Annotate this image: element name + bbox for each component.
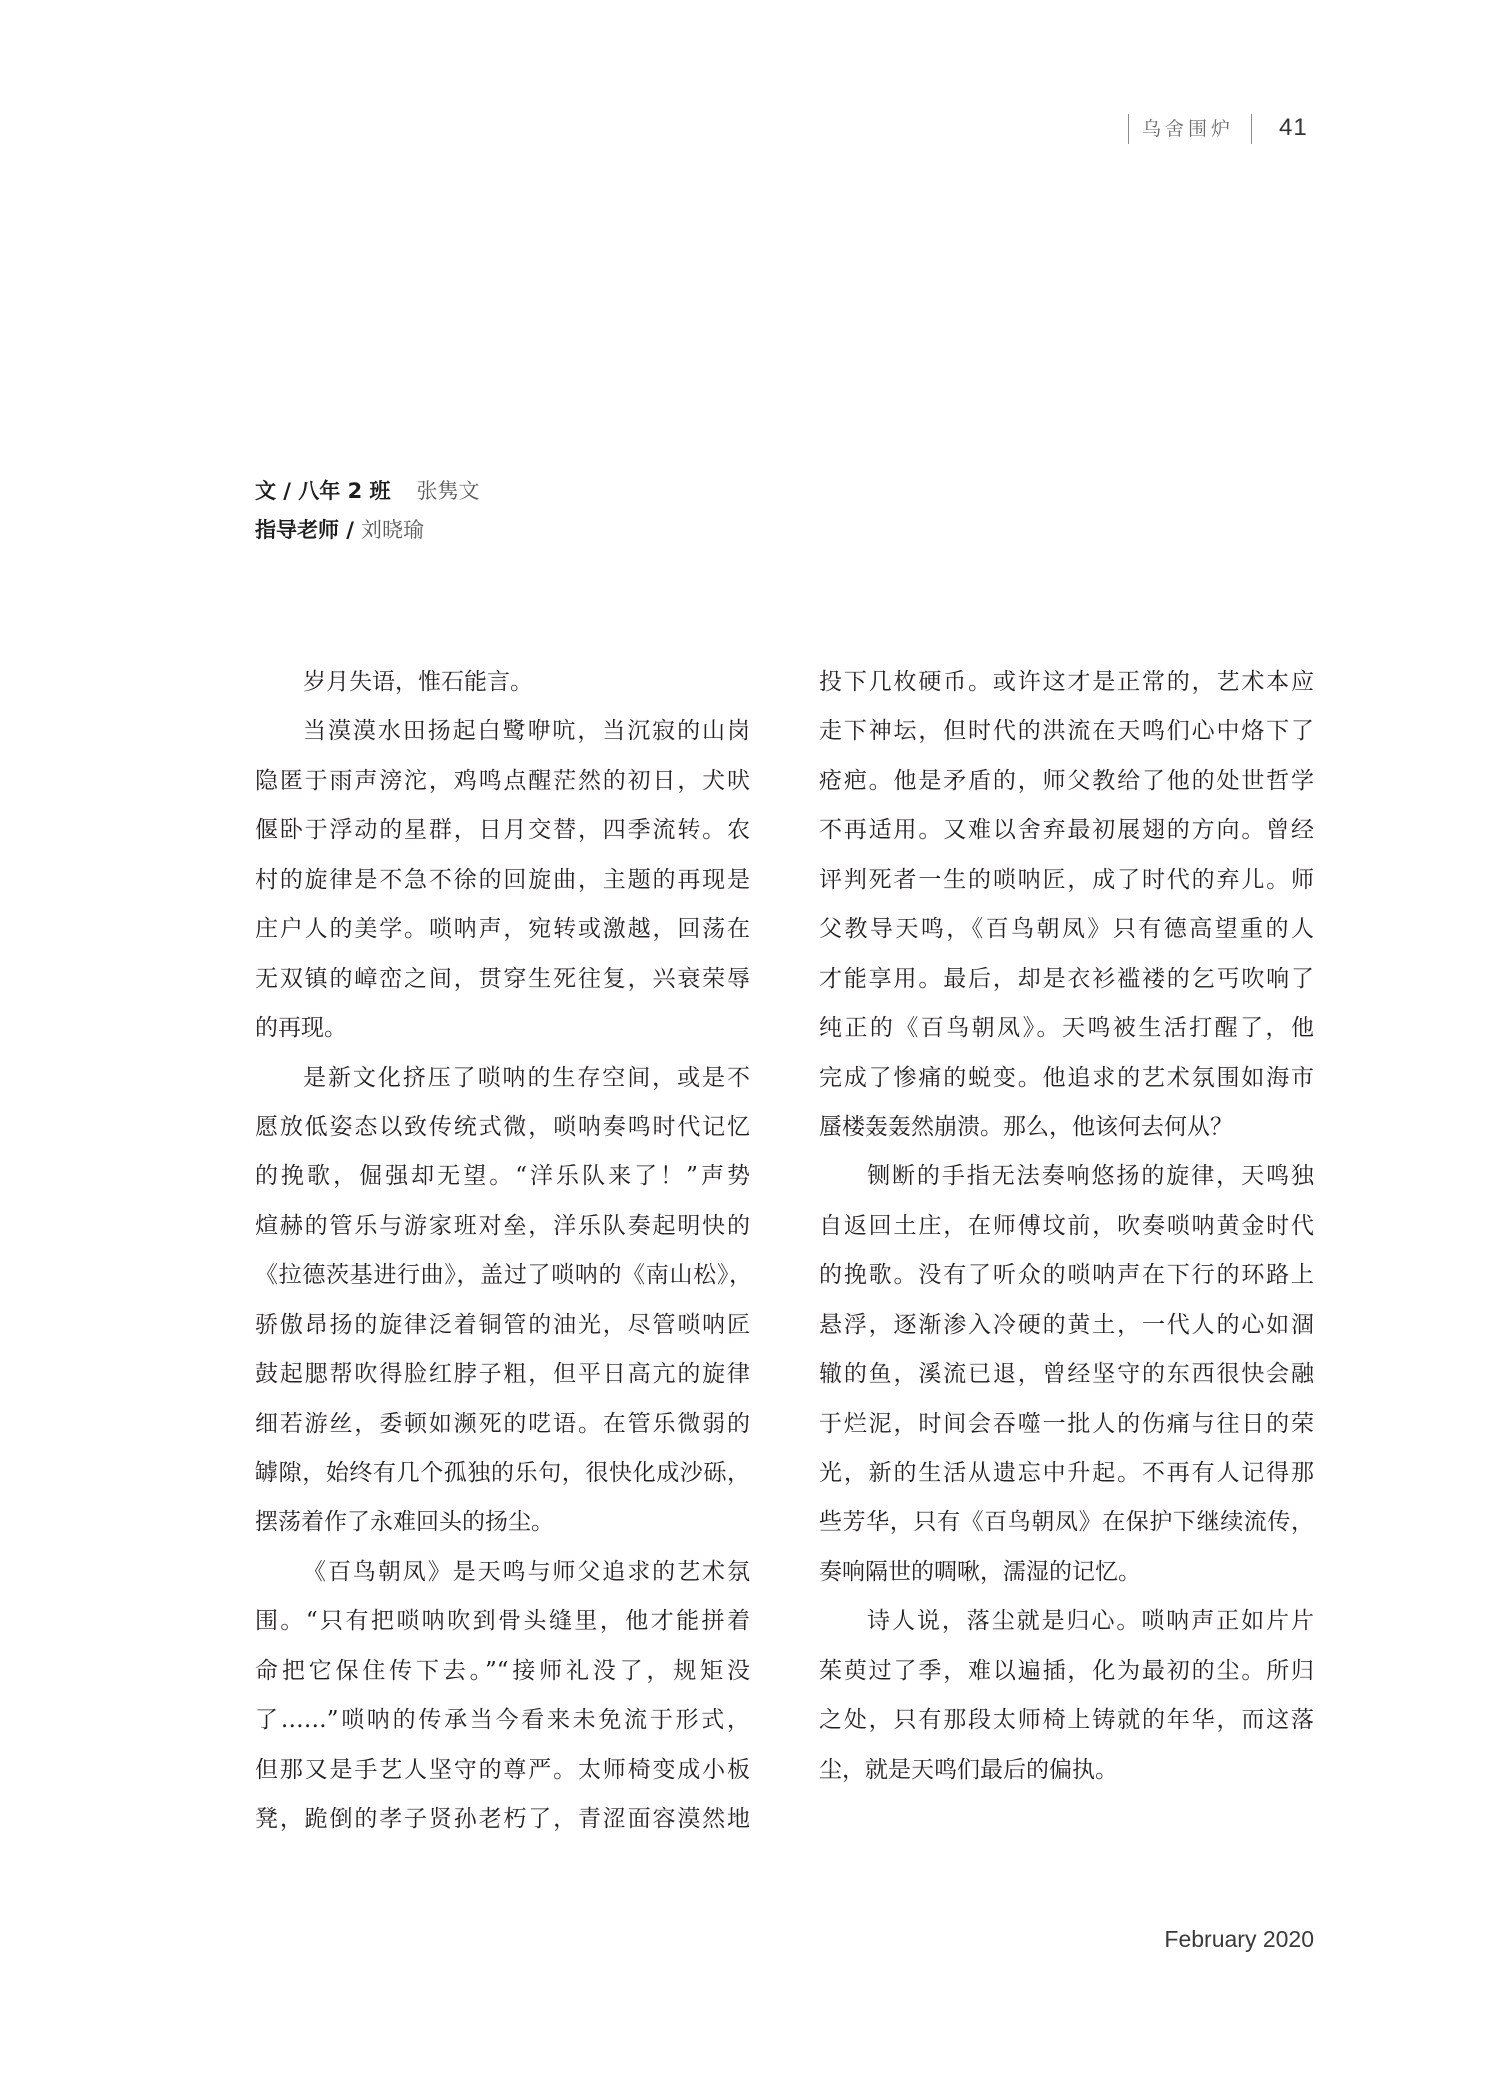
body-text-line: 疮疤。他是矛盾的，师父教给了他的处世哲学: [819, 767, 1314, 794]
body-text-line: 凳，跪倒的孝子贤孙老朽了，青涩面容漠然地: [255, 1806, 750, 1833]
header-divider: [1128, 114, 1129, 144]
body-text-line: 隐匿于雨声滂沱，鸡鸣点醒茫然的初日，犬吠: [255, 767, 750, 794]
body-text-line: 庄户人的美学。唢呐声，宛转或激越，回荡在: [255, 916, 750, 943]
body-text-line: 但那又是手艺人坚守的尊严。太师椅变成小板: [255, 1756, 750, 1783]
text-column-right: [819, 658, 1314, 1795]
body-text-line: 的挽歌，倔强却无望。“洋乐队来了！”声势: [255, 1163, 750, 1190]
body-text-line: 无双镇的嶂峦之间，贯穿生死往复，兴衰荣辱: [255, 965, 750, 992]
paragraph: [255, 1054, 750, 1548]
body-text-line: 纯正的《百鸟朝凤》。天鸣被生活打醒了，他: [819, 1015, 1314, 1042]
body-text-line: 了……”唢呐的传承当今看来未免流于形式，: [255, 1707, 750, 1734]
author-line: [255, 476, 480, 506]
body-text-line: 完成了惨痛的蜕变。他追求的艺术氛围如海市: [819, 1064, 1314, 1091]
body-text-line: 愿放低姿态以致传统式微，唢呐奏鸣时代记忆: [255, 1113, 750, 1140]
text-column-left: [255, 658, 750, 1845]
body-text-line: 辙的鱼，溪流已退，曾经坚守的东西很快会融: [819, 1361, 1314, 1388]
paragraph: [255, 1548, 750, 1845]
paragraph: [255, 658, 750, 707]
body-text-line: 《拉德茨基进行曲》，盖过了唢呐的《南山松》，: [255, 1262, 750, 1289]
body-text-line: 摆荡着作了永难回头的扬尘。: [255, 1509, 554, 1536]
body-text-line: 尘，就是天鸣们最后的偏执。: [819, 1756, 1118, 1783]
paragraph: [819, 658, 1314, 1152]
body-text-line: 些芳华，只有《百鸟朝凤》在保护下继续流传，: [819, 1509, 1314, 1536]
paragraph: [819, 1597, 1314, 1795]
body-text-line: 罅隙，始终有几个孤独的乐句，很快化成沙砾，: [255, 1460, 750, 1486]
body-text-line: 父教导天鸣，《百鸟朝凤》只有德高望重的人: [819, 916, 1314, 943]
body-text-line: 蜃楼轰轰然崩溃。那么，他该何去何从？: [819, 1113, 1233, 1140]
body-text-line: 光，新的生活从遗忘中升起。不再有人记得那: [819, 1460, 1314, 1486]
body-text-line: 于烂泥，时间会吞噬一批人的伤痛与往日的荣: [819, 1410, 1314, 1437]
body-text-line: 细若游丝，委顿如濒死的呓语。在管乐微弱的: [255, 1410, 750, 1437]
body-text-line: 煊赫的管乐与游家班对垒，洋乐队奏起明快的: [255, 1212, 750, 1239]
issue-date: February 2020: [1164, 1926, 1314, 1952]
body-text-line: 村的旋律是不急不徐的回旋曲，主题的再现是: [255, 866, 750, 893]
body-text-line: 的再现。: [255, 1015, 347, 1042]
body-text-line: 骄傲昂扬的旋律泛着铜管的油光，尽管唢呐匠: [255, 1311, 750, 1338]
body-text-line: 的挽歌。没有了听众的唢呐声在下行的环路上: [819, 1262, 1314, 1289]
body-text-line: 奏响隔世的啁啾，濡湿的记忆。: [819, 1558, 1141, 1585]
body-text-line: 偃卧于浮动的星群，日月交替，四季流转。农: [255, 817, 750, 844]
body-text-line: 鼓起腮帮吹得脸红脖子粗，但平日高亢的旋律: [255, 1361, 750, 1388]
advisor-name: 刘晓瑜: [360, 518, 424, 542]
body-text-line: 当漠漠水田扬起白鹭咿吭，当沉寂的山岗: [303, 718, 750, 745]
body-text-line: 自返回土庄，在师傅坟前，吹奏唢呐黄金时代: [819, 1212, 1314, 1239]
author-label: 文 / 八年 2 班: [255, 479, 391, 503]
body-text-line: 《百鸟朝凤》是天鸣与师父追求的艺术氛: [303, 1558, 750, 1585]
body-text-line: 不再适用。又难以舍弃最初展翅的方向。曾经: [819, 817, 1314, 844]
body-text-line: 围。“只有把唢呐吹到骨头缝里，他才能拼着: [255, 1608, 750, 1635]
body-text-line: 投下几枚硬币。或许这才是正常的，艺术本应: [819, 669, 1314, 695]
body-text-line: 铡断的手指无法奏响悠扬的旋律，天鸣独: [867, 1163, 1314, 1190]
body-text-line: 茱萸过了季，难以遍插，化为最初的尘。所归: [819, 1657, 1314, 1684]
paragraph: [255, 707, 750, 1053]
paragraph: [819, 1152, 1314, 1597]
page-number: 41: [1279, 114, 1308, 141]
body-text-line: 岁月失语，惟石能言。: [303, 669, 533, 695]
body-text-line: 之处，只有那段太师椅上铸就的年华，而这落: [819, 1707, 1314, 1734]
author-name: 张隽文: [416, 479, 480, 503]
body-text-line: 诗人说，落尘就是归心。唢呐声正如片片: [867, 1608, 1314, 1635]
body-text-line: 才能享用。最后，却是衣衫褴褛的乞丐吹响了: [819, 965, 1314, 992]
advisor-line: [255, 515, 424, 545]
body-text-line: 命把它保住传下去。”“接师礼没了，规矩没: [255, 1657, 750, 1684]
body-text-line: 悬浮，逐渐渗入冷硬的黄土，一代人的心如涸: [819, 1311, 1314, 1338]
body-text-line: 走下神坛，但时代的洪流在天鸣们心中烙下了: [819, 718, 1314, 745]
body-text-line: 评判死者一生的唢呐匠，成了时代的弃儿。师: [819, 866, 1314, 893]
advisor-label: 指导老师 /: [255, 518, 354, 542]
body-text-line: 是新文化挤压了唢呐的生存空间，或是不: [303, 1064, 750, 1091]
header-divider: [1251, 114, 1252, 144]
section-title: 乌舍围炉: [1142, 118, 1235, 140]
